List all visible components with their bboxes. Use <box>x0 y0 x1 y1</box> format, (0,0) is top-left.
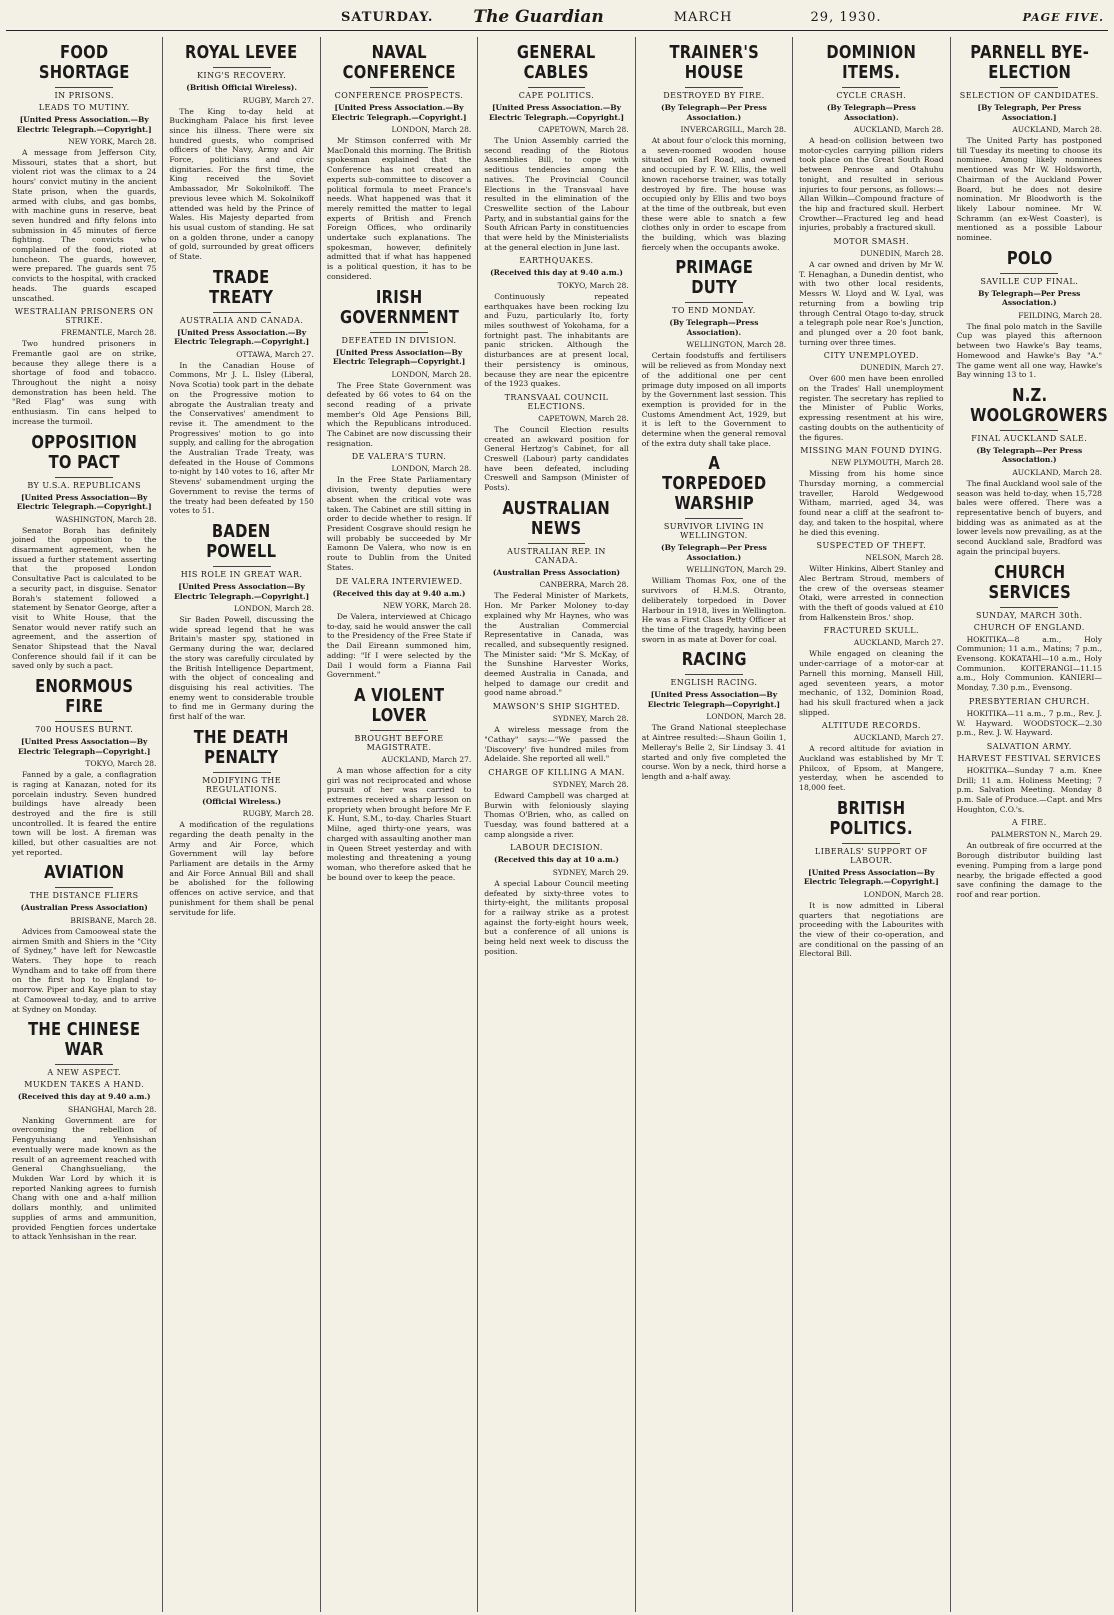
article-body: The Council Election results created an awkward position for General Hertzog's Cabinet, for all Creswell (Labour) party candidates have been defeated, including Creswell and Sampson (Minister of Posts). <box>484 424 629 493</box>
divider <box>370 87 428 88</box>
article-body: A message from Jefferson City, Missouri, states that a short, but violent riot was the climax to a 24 hours' convict mutiny in the ancient State prison, when the guards, armed with clubs, and gas bombs, with machine guns in reserve, beat seven hundred and fifty felons into submission in 45 minutes of fierce fighting. The convicts who complained of the food, rioted at luncheon. The guards, however, were prepared. The guards sent 75 convicts to the hospital, with cracked heads. The guards escaped unscathed. <box>12 148 157 303</box>
article-body: The Union Assembly carried the second reading of the Riotous Assemblies Bill, to cope with seditious tendencies among the natives. The Provincial Council Elections in the Transvaal have resulted in the elimination of the Creswellite section of the Labour Party, and in substantial gains for the South African Party in constituencies that were held by the Ministerialists at the general election in June last. <box>484 136 629 252</box>
article-dateline: PALMERSTON N., March 29. <box>990 830 1102 840</box>
article-body: The King to-day held at Buckingham Palace his first levee since his illness. There were six hundred guests, who comprised officers of the Navy, Army and Air Force, politicians and civic dignitaries. For the first time, the King received the Soviet Ambassador, Mr Sokolnikoff. The previous levee which M. Sokolnikoff attended was held by the Prince of Wales. His Majesty departed from his usual custom of standing. He sat on a golden throne, under a canopy of gold, surrounded by great officers of State. <box>169 106 314 262</box>
article <box>327 577 471 680</box>
article-dateline: SYDNEY, March 28. <box>552 779 629 789</box>
news-column <box>478 37 635 1612</box>
article-body: William Thomas Fox, one of the survivors of H.M.S. Otranto, deliberately torpedoed in Dover Harbour in 1918, lives in Wellington. He was a First Class Petty Officer at the time of the tragedy, having been sworn in as mate at Dover for coal. <box>641 576 787 644</box>
article <box>799 626 943 717</box>
article-dateline: BRISBANE, March 28. <box>70 915 157 925</box>
article <box>957 43 1102 243</box>
article <box>327 43 471 282</box>
article-dateline: TOKYO, March 28. <box>85 759 157 769</box>
article-dateline: AUCKLAND, March 28. <box>1012 125 1102 134</box>
article-dateline: DUNEDIN, March 27. <box>860 363 944 373</box>
divider <box>1000 607 1058 608</box>
article-headline: IRISH GOVERNMENT <box>339 286 459 328</box>
divider <box>1000 273 1058 274</box>
article-dateline: LONDON, March 28. <box>391 125 472 134</box>
article-subheading: LEADS TO MUTINY. <box>38 103 130 112</box>
article-body: The United Party has postponed till Tuesday its meeting to choose its nominee. Among likely nominees mentioned was Mr W. Holdsworth, Chairman of the Auckland Power Board, but he does not desire nomination. Mr Bloodworth is the likely Labour nominee. Mr W. Schramm (an ex-West Coaster), is mentioned as a possible Labour nominee. <box>956 136 1102 243</box>
article-byline: [United Press Association—By Electric Telegraph—Copyright.] <box>18 737 151 756</box>
article <box>484 702 628 764</box>
article <box>484 843 628 956</box>
article-headline: TRADE TREATY <box>209 266 274 308</box>
article-headline: N.Z. WOOLGROWERS <box>969 384 1108 426</box>
article-body: A wireless message from the "Cathay" says:—"We passed the 'Discovery' five hundred miles from Adelaide. She reported all well." <box>484 725 629 764</box>
article <box>327 686 471 882</box>
article <box>484 43 628 252</box>
article <box>957 818 1102 899</box>
article-body: HOKITIKA—8 a.m., Holy Communion; 11 a.m., Matins; 7 p.m., Evensong. KOKATAHI—10 a.m., Holy Communion. KOITERANGI—11.15 a.m., Holy Communion. KANIERI—Monday, 7.30 p.m., Evensong. <box>956 634 1102 693</box>
divider <box>370 332 428 333</box>
article <box>799 237 943 347</box>
article-byline: (By Telegraph—Per Press Association.) <box>661 543 767 562</box>
article-body: Certain foodstuffs and fertilisers will be relieved as from Monday next of the additional one per cent primage duty imposed on all imports by the Government last session. This exemption is provided for in the Customs Amendment Act, 1929, but it is left to the Government to determine when the general removal of the extra duty shall take place. <box>641 351 787 448</box>
article-subheading: PRESBYTERIAN CHURCH. <box>968 696 1090 706</box>
article-subheading: ENGLISH RACING. <box>670 678 758 688</box>
article-subheading: DE VALERA INTERVIEWED. <box>335 576 463 586</box>
article-body: Missing from his home since Thursday morning, a commercial traveller, Harold Wedgewood Witham, married, aged 34, was found near a cliff at the seafront to-day, and taken to the hospital, where he died this evening. <box>799 469 944 537</box>
article <box>642 454 786 644</box>
article-headline: THE CHINESE WAR <box>28 1019 141 1061</box>
article-body: Sir Baden Powell, discussing the wide spread legend that he was Britain's master spy, stationed in Germany during the war, declared the story was carefully circulated by the British Intelligence Department, with the object of concealing and disguising his real activities. The enemy went to considerable trouble to find me in Germany during the first half of the war. <box>169 615 314 722</box>
article-headline: RACING <box>681 649 747 671</box>
article-byline: (By Telegraph—Press Association). <box>669 318 759 337</box>
news-columns <box>6 37 1108 1612</box>
article-dateline: WELLINGTON, March 29. <box>686 565 787 575</box>
article-body: HOKITIKA—11 a.m., 7 p.m., Rev. J. W. Hayward. WOODSTOCK—2.30 p.m., Rev. J. W. Hayward. <box>956 708 1102 738</box>
article-byline: [United Press Association—By Electric Telegraph.—Copyright.] <box>16 492 152 512</box>
article <box>12 677 156 857</box>
article-dateline: AUCKLAND, March 28. <box>853 125 944 134</box>
article <box>484 499 628 698</box>
article-headline: ROYAL LEVEE <box>185 42 298 63</box>
article-byline: (Received this day at 9.40 a.m.) <box>490 268 623 278</box>
article <box>642 43 786 252</box>
article-body: Edward Campbell was charged at Burwin with feloniously slaying Thomas O'Brien, who, as called on Tuesday, was found battered at a camp alongside a river. <box>484 790 629 839</box>
article-dateline: LONDON, March 28. <box>706 712 787 722</box>
article-subheading: A FIRE. <box>1011 818 1047 828</box>
article-subheading: CHURCH OF ENGLAND. <box>973 622 1085 632</box>
article-dateline: INVERCARGILL, March 28. <box>680 125 787 134</box>
divider <box>213 566 271 567</box>
article-headline: A TORPEDOED WARSHIP <box>661 453 767 515</box>
divider <box>55 477 113 478</box>
masthead-title: The Guardian <box>473 7 604 27</box>
article-subheading: LIBERALS' SUPPORT OF LABOUR. <box>814 846 928 865</box>
article-subheading: THE DISTANCE FLIERS <box>29 891 139 901</box>
article-subheading: KING'S RECOVERY. <box>196 71 287 80</box>
article-byline: (By Telegraph—Press Association). <box>826 103 916 122</box>
divider <box>55 1064 113 1065</box>
article-dateline: LONDON, March 28. <box>863 889 944 899</box>
article-body: HOKITIKA—Sunday 7 a.m. Knee Drill; 11 a.m. Holiness Meeting; 7 p.m. Salvation Meeting. Monday 8 p.m. Sale of Produce.—Capt. and Mrs Houghton, C.O.'s. <box>956 765 1102 814</box>
article <box>799 541 943 622</box>
article-body: Two hundred prisoners in Fremantle gaol are on strike, because they allege there is a shortage of food and tobacco. Throughout the night a noisy demonstration has been held. The "Red Flag" was sung with enthusiasm. Tin cans helped to increase the turmoil. <box>12 339 157 426</box>
divider <box>1000 87 1058 88</box>
article-byline: (Received this day at 10 a.m.) <box>494 855 619 865</box>
article-headline: NAVAL CONFERENCE <box>342 42 456 83</box>
article-byline: [United Press Association—By Electric Telegraph—Copyright.] <box>332 347 466 367</box>
article <box>12 863 156 1014</box>
article-byline: (Official Wireless.) <box>202 796 282 806</box>
article-dateline: FEILDING, March 28. <box>1018 310 1102 320</box>
article-body: A modification of the regulations regarding the death penalty in the Army and Air Force, which Government will lay before Parliament are details in the Army and Air Force Annual Bill and shall be abolished for the following offences on active service, and that punishment for them shall be penal servitude for life. <box>169 820 314 917</box>
article-dateline: SYDNEY, March 29. <box>552 867 629 877</box>
article-subheading: MODIFYING THE REGULATIONS. <box>202 775 282 794</box>
article <box>799 799 943 959</box>
article-byline: [United Press Association—By Electric Telegraph.—Copyright.] <box>174 582 310 601</box>
article-dateline: RUGBY, March 28. <box>242 809 314 819</box>
article-body: Wilter Hinkins, Albert Stanley and Alec Bertram Stroud, members of the crew of the overseas steamer Otaki, were arrested in connection with the theft of goods valued at £10 from Halkenstein Bros.' shop. <box>799 564 944 622</box>
article-headline: AUSTRALIAN NEWS <box>502 497 611 539</box>
article-subheading: SAVILLE CUP FINAL. <box>980 276 1079 286</box>
article-byline: [United Press Association—By Electric Telegraph.—Copyright.] <box>803 867 939 887</box>
article-subheading: MOTOR SMASH. <box>833 237 910 247</box>
article-subheading: TO END MONDAY. <box>672 306 756 316</box>
news-column <box>793 37 950 1612</box>
divider <box>370 730 428 731</box>
article-byline: [United Press Association.—By Electric Telegraph.—Copyright.] <box>331 103 467 122</box>
article-byline: (By Telegraph—Per Press Association.) <box>976 445 1083 465</box>
article-body: An outbreak of fire occurred at the Borough distributor building last evening. Pumping from a large pond nearby, the brigade effected a good save confining the damage to the roof and rear portion. <box>956 841 1102 899</box>
masthead-page-number: PAGE FIVE. <box>1022 10 1104 24</box>
article-dateline: AUCKLAND, March 27. <box>853 733 944 743</box>
article-subheading: MISSING MAN FOUND DYING. <box>800 446 943 456</box>
divider <box>55 887 113 888</box>
article-byline: (British Official Wireless). <box>186 83 297 92</box>
masthead-month: MARCH <box>673 9 733 25</box>
article-subheading: SELECTION OF CANDIDATES. <box>959 91 1099 100</box>
article-body: Continuously repeated earthquakes have been rocking Izu and Fuzu, particularly Ito, forty miles southwest of Yokohama, for a fortnight past. The inhabitants are panic stricken. Although the disturbances are at present local, their persistency is ominous, because they are near the epicentre of the 1923 quakes. <box>484 291 629 389</box>
article-body: Advices from Camooweal state the airmen Smith and Shiers in the "City of Sydney," have left for Newcastle Waters. They hope to reach Wyndham and to take off from there on the first hop to England to-morrow. Piper and Kaye plan to stay at Camooweal to-day, and to arrive at Sydney on Monday. <box>12 926 157 1014</box>
article-byline: By Telegraph—Per Press Association.) <box>978 288 1081 308</box>
article-dateline: RUGBY, March 27. <box>242 95 314 105</box>
article-body: A car owned and driven by Mr W. T. Henaghan, a Dunedin dentist, who with two other local residents, Messrs W. Lloyd and W. Lyal, was returning from a bowling trip through Central Otago to-day, struck a telegraph pole near Roe's Junction, and plunged over a 20 foot bank, turning over three times. <box>799 260 944 347</box>
article-subheading: FINAL AUCKLAND SALE. <box>971 433 1088 443</box>
article <box>957 249 1102 380</box>
article-byline: [United Press Association.—By Electric Telegraph.—Copyright.] <box>174 327 310 347</box>
article-subheading: DESTROYED BY FIRE. <box>663 91 765 100</box>
article <box>12 1020 156 1242</box>
article <box>169 728 313 918</box>
article <box>957 563 1102 693</box>
article-dateline: OTTAWA, March 27. <box>236 349 314 359</box>
article-body: The final polo match in the Saville Cup was played this afternoon between two Hawke's Bay teams, Homewood and Hawke's Bay "A." The game went all one way, Hawke's Bay winning 13 to 1. <box>956 321 1102 380</box>
article-dateline: NELSON, March 28. <box>865 553 944 563</box>
article-subheading: TRANSVAAL COUNCIL ELECTIONS. <box>504 392 609 411</box>
divider <box>55 721 113 722</box>
article <box>799 43 943 233</box>
article-subheading: SALVATION ARMY. <box>986 741 1072 751</box>
article <box>327 452 471 572</box>
article-body: At about four o'clock this morning, a seven-roomed wooden house situated on Earl Road, and owned and occupied by F. W. Ellis, the well known racehorse trainer, was totally destroyed by fire. The house was occupied only by Ellis and two boys at the time of the outbreak, but even these were able to snatch a few clothes only in order to escape from the building, which was blazing fiercely when the occupants awoke. <box>641 136 787 252</box>
article-subheading: CAPE POLITICS. <box>518 91 595 100</box>
article-headline: CHURCH SERVICES <box>988 561 1071 603</box>
article-byline: (By Telegraph—Per Press Association.) <box>661 103 767 122</box>
article-dateline: FREMANTLE, March 28. <box>61 328 157 338</box>
article-body: De Valera, interviewed at Chicago to-day, said he would answer the call to the Presidency of the Free State if the Dail Eireann summoned him, adding: "If I were selected by the Dail I would form a Fianna Fail Government." <box>326 612 472 680</box>
article <box>956 384 1108 557</box>
article-subheading: EARTHQUAKES. <box>519 256 594 266</box>
article <box>12 433 156 672</box>
article-dateline: CAPETOWN, March 28. <box>538 125 629 134</box>
article-body: The final Auckland wool sale of the season was held to-day, when 15,728 bales were offered. There was a representative bench of buyers, and bidding was as animated as at the lower levels now prevailing, as at the second Auckland sale, Bradford was again the principal buyers. <box>956 478 1102 556</box>
article-subheading: DE VALERA'S TURN. <box>351 452 447 462</box>
article-subheading: A NEW ASPECT. <box>47 1068 122 1078</box>
article-headline: A VIOLENT LOVER <box>353 684 445 726</box>
article <box>169 268 313 516</box>
article-subheading: CONFERENCE PROSPECTS. <box>334 91 464 100</box>
divider <box>842 843 900 844</box>
article-headline: TRAINER'S HOUSE <box>669 42 759 83</box>
article-body: In the Free State Parliamentary division, twenty deputies were absent when the critical vote was taken. The Cabinet are still sitting in order to decide whether to resign. If President Cosgrave should resign he will probably be succeeded by Mr Eamonn De Valera, who now is en route to Dublin from the United States. <box>326 475 472 572</box>
article-headline: PRIMAGE DUTY <box>675 257 753 299</box>
article-body: A man whose affection for a city girl was not reciprocated and whose pursuit of her was carried to extremes received a sharp lesson on propriety when brought before Mr F. K. Hunt, S.M., to-day. Charles Stuart Milne, aged thirty-one years, was charged with assaulting another man in Queen Street yesterday and with molesting and threatening a young woman, who therefore asked that he be bound over to keep the peace. <box>326 765 472 882</box>
news-column <box>6 37 163 1612</box>
article-subheading: AUSTRALIAN REP. IN CANADA. <box>507 546 606 565</box>
article-subheading: WESTRALIAN PRISONERS ON STRIKE. <box>14 307 154 326</box>
article-body: The Free State Government was defeated by 66 votes to 64 on the second reading of a private member's Old Age Pensions Bill, which the Republicans introduced. The Cabinet are now discussing their resignation. <box>326 380 472 448</box>
news-column <box>951 37 1108 1612</box>
article <box>484 768 628 840</box>
divider <box>685 518 743 519</box>
article-dateline: DUNEDIN, March 28. <box>860 249 944 259</box>
article-body: The Federal Minister of Markets, Hon. Mr Parker Moloney to-day explained why Mr Haynes, who was the Australian Commercial Representative in Canada, was recalled, and subsequently resigned. The Minister said: "Mr S. McKay, of the Sunshine Harvester Works, deemed Australia in Canada, and helped to damage our credit and good name abroad." <box>484 591 629 698</box>
article <box>169 522 313 722</box>
article-body: In the Canadian House of Commons, Mr J. L. Ilsley (Liberal, Nova Scotia) took part in the debate on the Progressive motion to abrogate the Australian treaty and the Conservatives' amendment to revise it. The amendment to the Progressives' motion to go into supply, and calling for the abrogation the Australian Trade Treaty, was defeated in the House of Commons to-night by 140 votes to 16, after Mr Stevens' subamendment urging the Government to revise the terms of the treaty had been defeated by 150 votes to 51. <box>169 360 314 516</box>
article-subheading: AUSTRALIA AND CANADA. <box>179 315 304 325</box>
article <box>957 742 1102 815</box>
divider <box>685 87 743 88</box>
article <box>12 43 156 303</box>
article-dateline: TOKYO, March 28. <box>557 280 629 290</box>
article <box>327 288 471 449</box>
article-byline: [United Press Association.—By Electric Telegraph.—Copyright.] <box>16 115 152 134</box>
article <box>169 43 313 262</box>
article-subheading: DEFEATED IN DIVISION. <box>341 335 457 345</box>
article-headline: PARNELL BYE-ELECTION <box>969 42 1089 83</box>
article-subheading: CYCLE CRASH. <box>836 91 907 100</box>
news-column <box>163 37 320 1612</box>
masthead <box>6 4 1108 31</box>
article-byline: (Australian Press Association) <box>20 903 148 913</box>
article-headline: BRITISH POLITICS. <box>829 797 914 839</box>
article-body: Senator Borah has definitely joined the opposition to the disarmament agreement, when he issued a further statement asserting that the proposed London Consultative Pact is calculated to be a security pact, in disguise. Senator Borah's statement followed a statement by Senator George, after a visit to White House, that the Senator would never ratify such an agreement, and the assertion of Senator Shipstead that the Naval Conference should fail if it can be saved only by such a pact. <box>12 525 157 671</box>
article-subheading: CITY UNEMPLOYED. <box>823 351 919 361</box>
news-column <box>636 37 793 1612</box>
article-dateline: LONDON, March 28. <box>391 369 472 379</box>
article <box>642 258 786 448</box>
article-dateline: SYDNEY, March 28. <box>552 714 629 724</box>
divider <box>685 302 743 303</box>
article-body: A record altitude for aviation in Auckland was established by Mr T. Philcox, of Epsom, at Mangere, yesterday, when he ascended to 18,000 feet. <box>799 744 944 793</box>
article-headline: AVIATION <box>44 862 125 884</box>
article-subheading: IN PRISONS. <box>54 91 114 100</box>
article-dateline: NEW YORK, March 28. <box>382 601 472 610</box>
article <box>799 351 943 442</box>
divider <box>528 87 586 88</box>
article-body: A special Labour Council meeting defeated by sixty-three votes to thirty-eight, the militants proposal for a railway strike as a protest against the forty-eight hours week, but a conference of all unions is being held next week to discuss the position. <box>484 878 629 956</box>
article <box>12 307 156 426</box>
article-subheading: SURVIVOR LIVING IN WELLINGTON. <box>663 522 764 541</box>
article-byline: (Received this day at 9.40 a.m.) <box>17 1092 151 1102</box>
article-dateline: NEW YORK, March 28. <box>68 137 157 146</box>
divider <box>213 312 271 313</box>
article-subheading: BROUGHT BEFORE MAGISTRATE. <box>354 733 444 752</box>
article-dateline: CANBERRA, March 28. <box>539 580 629 590</box>
article-byline: [United Press Association.—By Electric Telegraph.—Copyright.] <box>488 103 624 122</box>
article-body: Fanned by a gale, a conflagration is raging at Kanazan, noted for its porcelain industry. Seven hundred buildings have already been destroyed and the fire is still uncontrolled. It is feared the entire town will be lost. A fireman was killed, but other casualties are not yet reported. <box>12 770 157 857</box>
article-dateline: CAPETOWN, March 28. <box>538 413 629 423</box>
masthead-date: 29, 1930. <box>810 9 882 25</box>
article-subheading: FRACTURED SKULL. <box>823 626 920 636</box>
article-headline: OPPOSITION TO PACT <box>31 431 138 473</box>
article <box>642 650 786 781</box>
divider <box>55 87 113 88</box>
article <box>957 697 1102 738</box>
article-dateline: AUCKLAND, March 27. <box>853 638 944 648</box>
news-column <box>321 37 478 1612</box>
article-subheading: HARVEST FESTIVAL SERVICES <box>957 753 1102 763</box>
article-subheading: BY U.S.A. REPUBLICANS <box>27 480 142 490</box>
article <box>799 446 943 537</box>
divider <box>528 543 586 544</box>
divider <box>213 67 271 68</box>
article-byline: (Australian Press Association) <box>492 567 621 577</box>
article-byline: (Received this day at 9.40 a.m.) <box>332 588 466 598</box>
article-headline: THE DEATH PENALTY <box>194 726 290 768</box>
article-subheading: MUKDEN TAKES A HAND. <box>24 1080 145 1090</box>
article-subheading: SUSPECTED OF THEFT. <box>816 541 927 551</box>
article-body: It is now admitted in Liberal quarters that negotiations are proceeding with the Labourites with the view of their co-operation, and are conditional on the passing of an Electoral Bill. <box>799 900 944 959</box>
divider <box>842 87 900 88</box>
article-dateline: WASHINGTON, March 28. <box>55 514 157 524</box>
article-headline: POLO <box>1006 247 1053 269</box>
article-byline: [United Press Association—By Electric Telegraph—Copyright.] <box>647 690 781 709</box>
article-dateline: AUCKLAND, March 28. <box>1012 467 1102 477</box>
article-body: While engaged on cleaning the under-carriage of a motor-car at Parnell this morning, Mansell Hill, aged seventeen years, a motor mechanic, of 132, Dominion Road, had his skull fractured when a jack slipped. <box>799 649 944 717</box>
article-dateline: NEW PLYMOUTH, March 28. <box>831 458 944 468</box>
divider <box>1000 430 1058 431</box>
article-body: A head-on collision between two motor-cycles carrying pillion riders took place on the Great South Road between Penrose and Otahuhu tonight, and resulted in serious injuries to four persons, as follows:—Allan Wilkin—Compound fracture of the hip and fractured skull. Herbert Crowther—Fractured leg and head injuries, probably a fractured skull. <box>799 136 944 233</box>
article-subheading: CHARGE OF KILLING A MAN. <box>488 767 625 777</box>
article-headline: DOMINION ITEMS. <box>826 42 917 83</box>
article-dateline: SHANGHAI, March 28. <box>68 1104 157 1114</box>
article-subheading: ALTITUDE RECORDS. <box>821 721 921 731</box>
article-subheading: MAWSON'S SHIP SIGHTED. <box>492 702 621 712</box>
article-subheading: SUNDAY, MARCH 30th. <box>975 610 1083 620</box>
article-body: Over 600 men have been enrolled on the Trades' Hall unemployment register. The secretary has replied to the Minister of Public Works, expressing resentment at his wire, casting doubts on the authenticity of the figures. <box>799 374 944 442</box>
article <box>484 256 628 389</box>
article-body: Mr Stimson conferred with Mr MacDonald this morning. The British spokesman explained that the Conference has not created an experts sub-committee to discover a political formula to meet France's needs. What happened was that it merely remitted the matter to legal experts of British and French Foreign Offices, who ordinarily undertake such explanations. The spokesman, however, definitely admitted that if what has happened is a political question, it has to be considered. <box>326 136 472 281</box>
divider <box>685 674 743 675</box>
article-headline: GENERAL CABLES <box>517 42 596 83</box>
article-dateline: WELLINGTON, March 28. <box>686 340 787 350</box>
article-headline: BADEN POWELL <box>206 521 277 562</box>
article-body: The Grand National steeplechase at Aintree resulted:—Shaun Goilin 1, Melleray's Belle 2, Sir Lindsay 3. 41 started and only five completed the course. Won by a neck, third horse a length and a-half away. <box>641 723 787 781</box>
article-body: Nanking Government are for overcoming the rebellion of Fengyuhsiang and Yenhsishan eventually were made known as the result of an agreement reached with General Changhsueliang, the Mukden War Lord by which it is reported Nanking agrees to furnish Chang with one and a-half million dollars monthly, and unlimited supplies of arms and ammunition, provided Fengtien forces undertake to attack Yenhsishan in the rear. <box>12 1115 157 1242</box>
article-subheading: 700 HOUSES BURNT. <box>35 725 134 735</box>
article-dateline: LONDON, March 28. <box>234 604 314 613</box>
article-dateline: AUCKLAND, March 27. <box>381 754 472 764</box>
article <box>484 393 628 493</box>
article-subheading: HIS ROLE IN GREAT WAR. <box>180 570 303 579</box>
article-headline: ENORMOUS FIRE <box>35 676 134 718</box>
article-subheading: LABOUR DECISION. <box>510 843 603 853</box>
article-byline: [By Telegraph, Per Press Association.] <box>977 103 1082 122</box>
article-dateline: LONDON, March 28. <box>391 464 472 474</box>
divider <box>213 772 271 773</box>
article-headline: FOOD SHORTAGE <box>38 42 130 83</box>
masthead-day: SATURDAY. <box>341 9 434 25</box>
article <box>799 721 943 793</box>
